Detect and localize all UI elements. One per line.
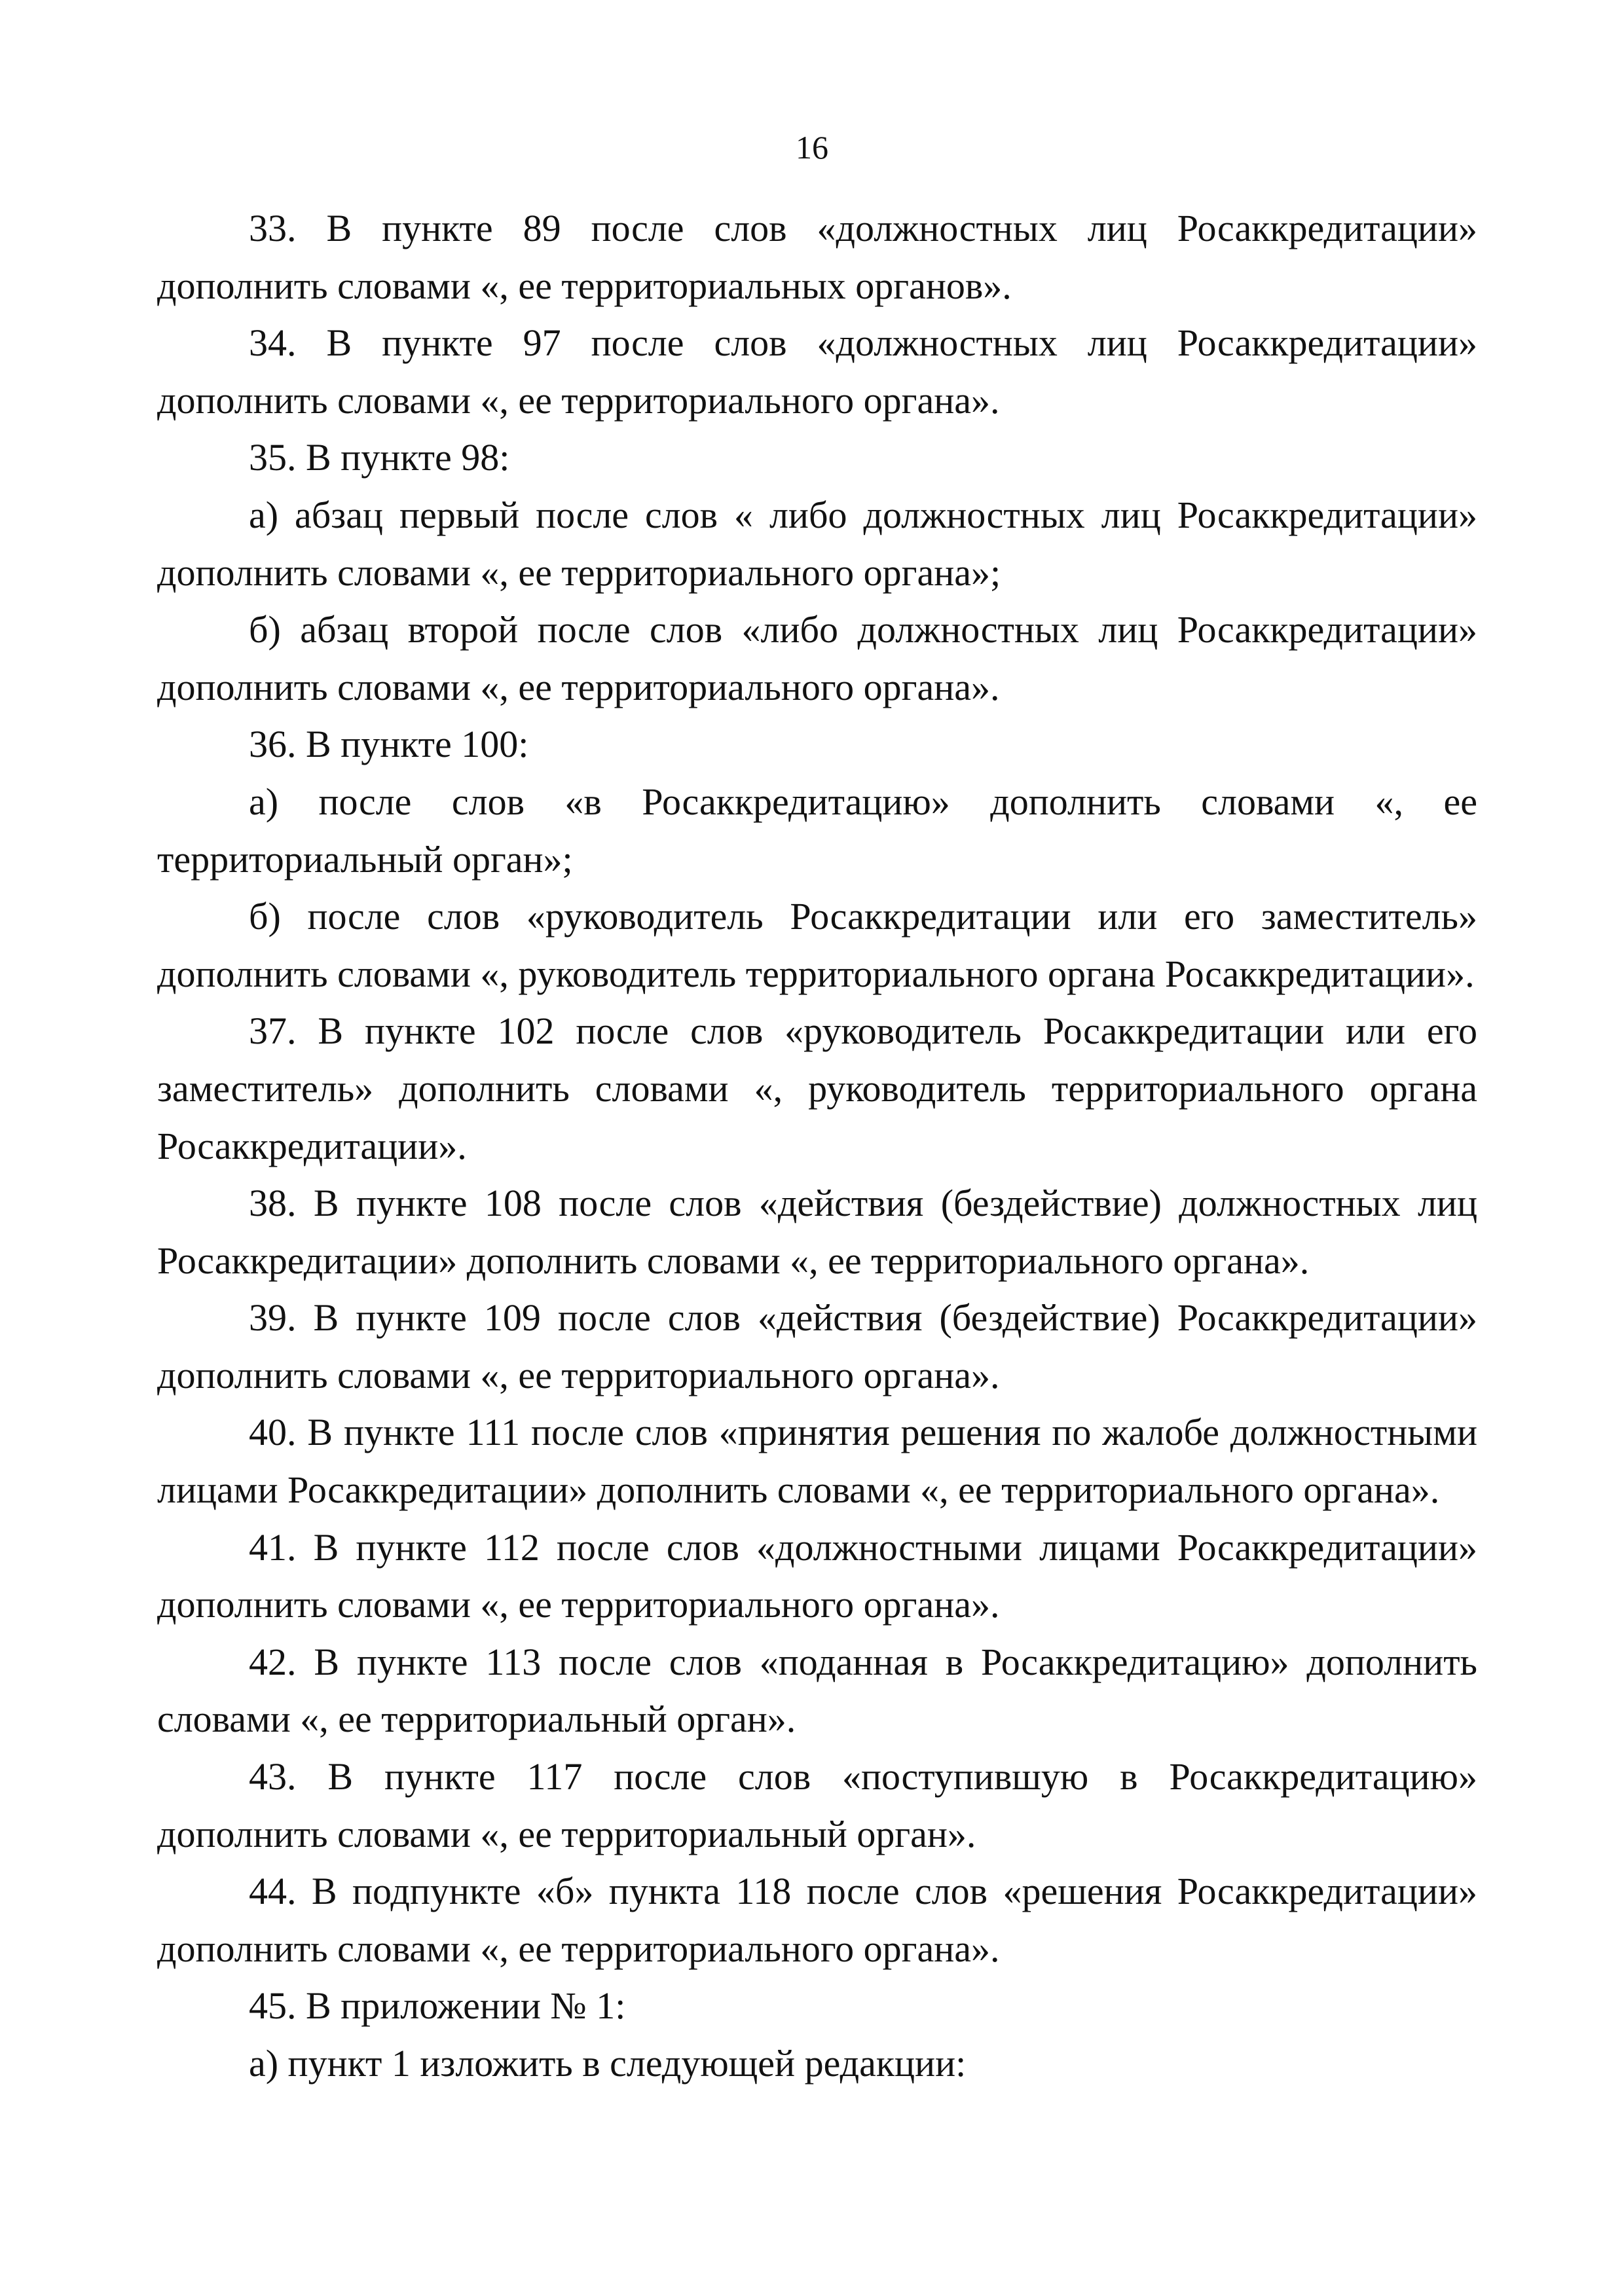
paragraph-35b: б) абзац второй после слов «либо должностных лиц Росаккредитации» дополнить словами «, ее территориального органа». (157, 608, 1477, 708)
page-number: 16 (796, 129, 828, 166)
paragraph-45: 45. В приложении № 1: (249, 1984, 626, 2028)
paragraph-38: 38. В пункте 108 после слов «действия (бездействие) должностных лиц Росаккредитации» дополнить словами «, ее территориального органа». (157, 1182, 1477, 1282)
paragraph-35a: а) абзац первый после слов « либо должностных лиц Росаккредитации» дополнить словами «, ее территориального органа»; (157, 493, 1477, 594)
paragraph-34: 34. В пункте 97 после слов «должностных лиц Росаккредитации» дополнить словами «, ее территориального органа». (157, 321, 1477, 422)
paragraph-45a: а) пункт 1 изложить в следующей редакции: (249, 2042, 967, 2085)
paragraph-36a: а) после слов «в Росаккредитацию» дополнить словами «, ее территориальный орган»; (157, 780, 1477, 881)
paragraph-35: 35. В пункте 98: (249, 436, 510, 479)
paragraph-36: 36. В пункте 100: (249, 723, 529, 766)
paragraph-41: 41. В пункте 112 после слов «должностными лицами Росаккредитации» дополнить словами «, ее территориального органа». (157, 1525, 1477, 1626)
paragraph-36b: б) после слов «руководитель Росаккредитации или его заместитель» дополнить словами «, руководитель территориального органа Росаккредитации». (157, 895, 1477, 995)
paragraph-37: 37. В пункте 102 после слов «руководитель Росаккредитации или его заместитель» дополнить словами «, руководитель территориального органа Росаккредитации». (157, 1010, 1477, 1167)
paragraph-43: 43. В пункте 117 после слов «поступившую в Росаккредитацию» дополнить словами «, ее территориальный орган». (157, 1755, 1477, 1855)
paragraph-39: 39. В пункте 109 после слов «действия (бездействие) Росаккредитации» дополнить словами «, ее территориального органа». (157, 1296, 1477, 1396)
paragraph-33: 33. В пункте 89 после слов «должностных лиц Росаккредитации» дополнить словами «, ее территориальных органов». (157, 207, 1477, 307)
document-body (157, 200, 1477, 2092)
paragraph-42: 42. В пункте 113 после слов «поданная в Росаккредитацию» дополнить словами «, ее территориальный орган». (157, 1640, 1477, 1741)
paragraph-44: 44. В подпункте «б» пункта 118 после слов «решения Росаккредитации» дополнить словами «, ее территориального органа». (157, 1870, 1477, 1970)
paragraph-40: 40. В пункте 111 после слов «принятия решения по жалобе должностными лицами Росаккредитации» дополнить словами «, ее территориального органа». (157, 1411, 1477, 1512)
